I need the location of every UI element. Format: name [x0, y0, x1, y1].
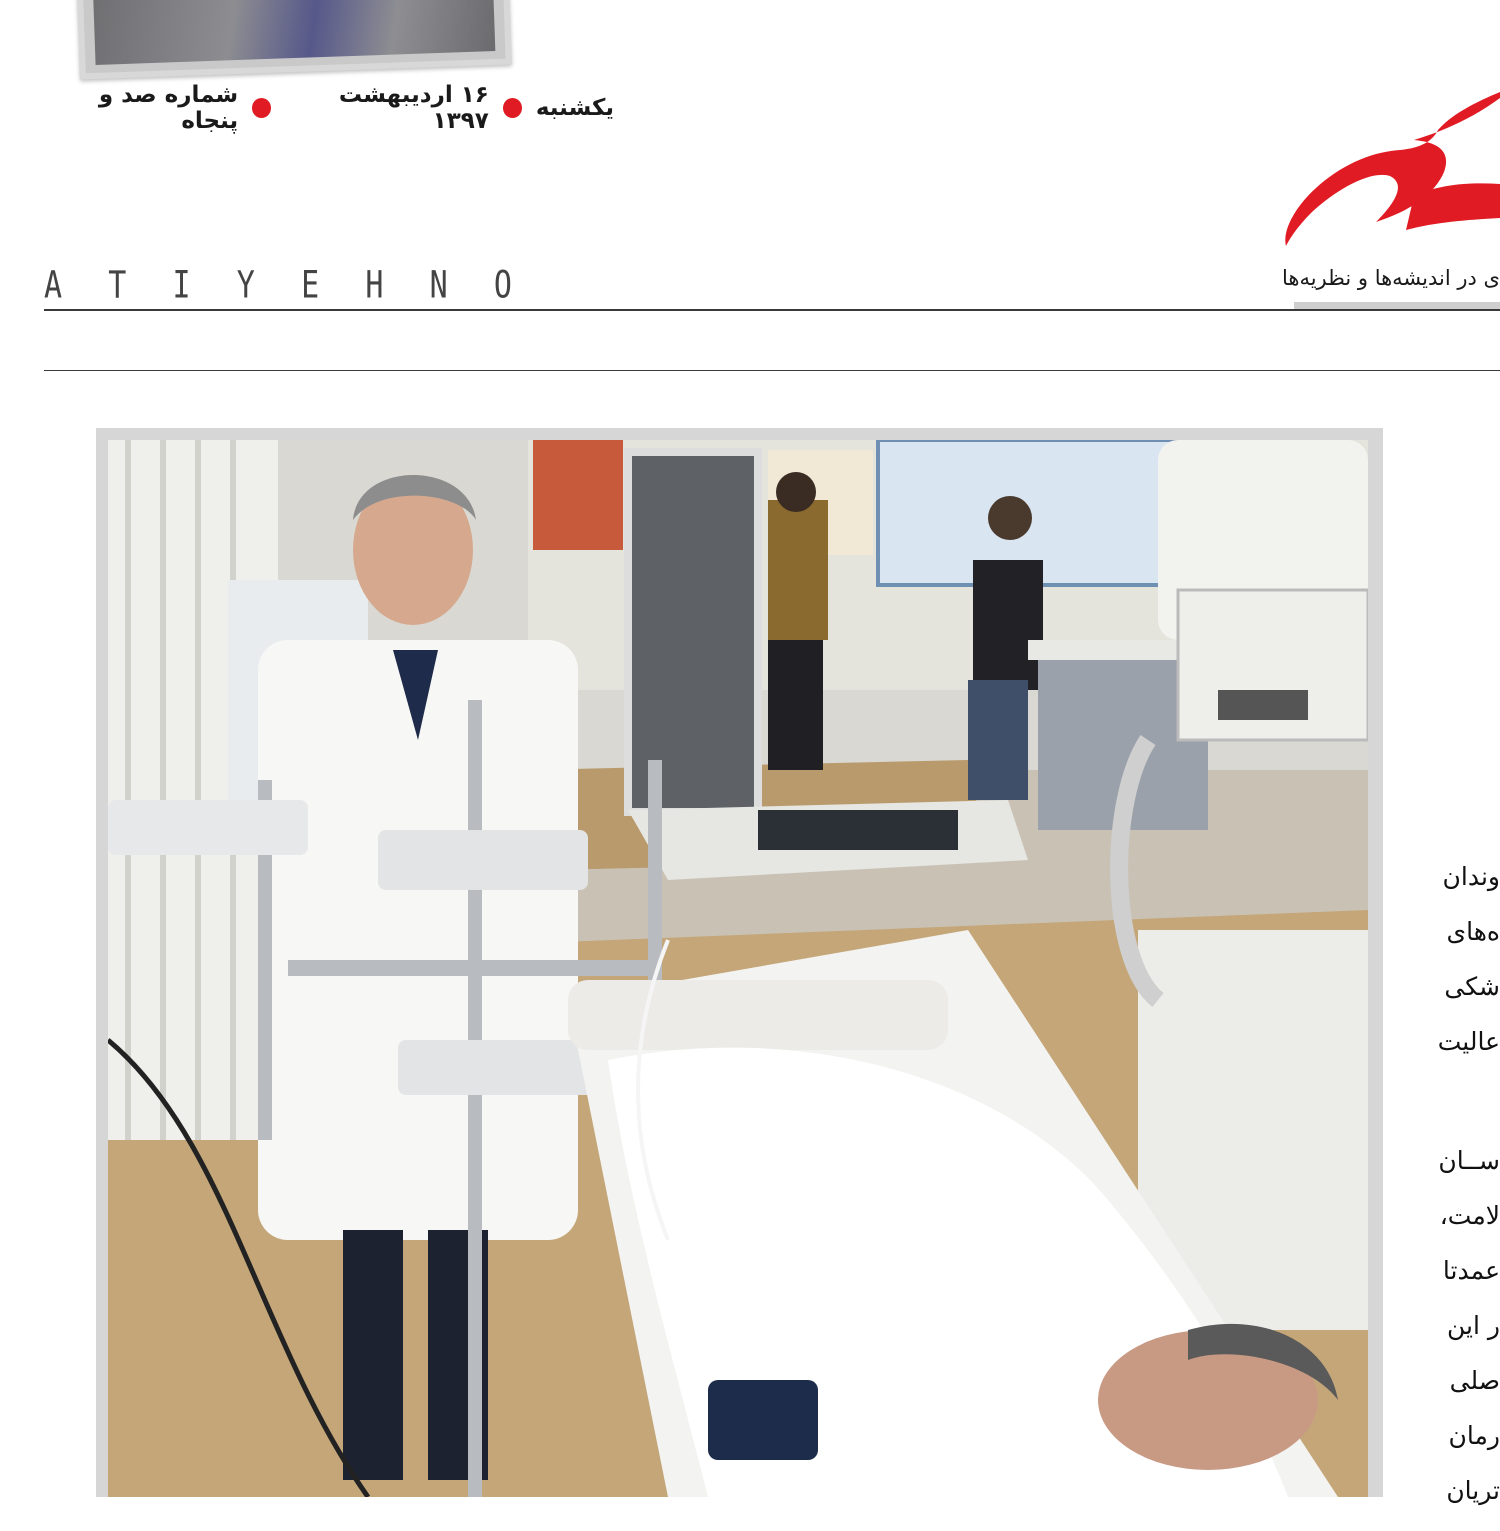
top-photo — [76, 0, 512, 80]
article-line: لامت، — [1439, 1201, 1500, 1230]
latin-letter: A — [44, 263, 65, 307]
dateline-separator-dot — [503, 98, 522, 118]
article-line: رمان — [1448, 1421, 1500, 1450]
article-line: عالیت — [1437, 1027, 1500, 1056]
dateline-day: یکشنبه — [535, 95, 614, 121]
masthead-tagline: ی در اندیشه‌ها و نظریه‌ها — [1281, 266, 1500, 290]
latin-letter: T — [108, 263, 129, 307]
latin-letter: E — [301, 263, 322, 307]
dateline-issue: شماره صد و پنجاه — [98, 82, 239, 134]
latin-letter: N — [429, 263, 450, 307]
article-line: وندان — [1442, 862, 1500, 891]
article-photo — [108, 440, 1368, 1497]
latin-title — [44, 261, 514, 309]
tagline-underline — [1294, 302, 1500, 309]
article-line: ه‌های — [1446, 917, 1500, 946]
article-line: تریان — [1446, 1476, 1500, 1505]
dateline-date: ۱۶ اردیبهشت ۱۳۹۷ — [338, 82, 489, 134]
dateline-separator-dot — [252, 98, 271, 118]
article-line: صلی — [1449, 1366, 1500, 1395]
article-line: عمدتا — [1442, 1256, 1500, 1285]
article-column-text — [1432, 862, 1500, 1531]
latin-letter: I — [172, 263, 193, 307]
dateline — [44, 82, 614, 134]
article-line: ر این — [1447, 1311, 1500, 1340]
paragraph-gap — [1432, 1082, 1500, 1146]
top-photo-image — [93, 0, 496, 65]
header-rule — [44, 309, 1500, 311]
latin-letter: Y — [236, 263, 257, 307]
article-line: ســان — [1438, 1146, 1500, 1175]
section-rule — [44, 370, 1500, 371]
article-line: شکی — [1444, 972, 1500, 1001]
latin-letter: H — [365, 263, 386, 307]
masthead-logo — [1200, 80, 1500, 250]
article-photo-frame — [96, 428, 1383, 1497]
latin-letter: O — [493, 263, 514, 307]
